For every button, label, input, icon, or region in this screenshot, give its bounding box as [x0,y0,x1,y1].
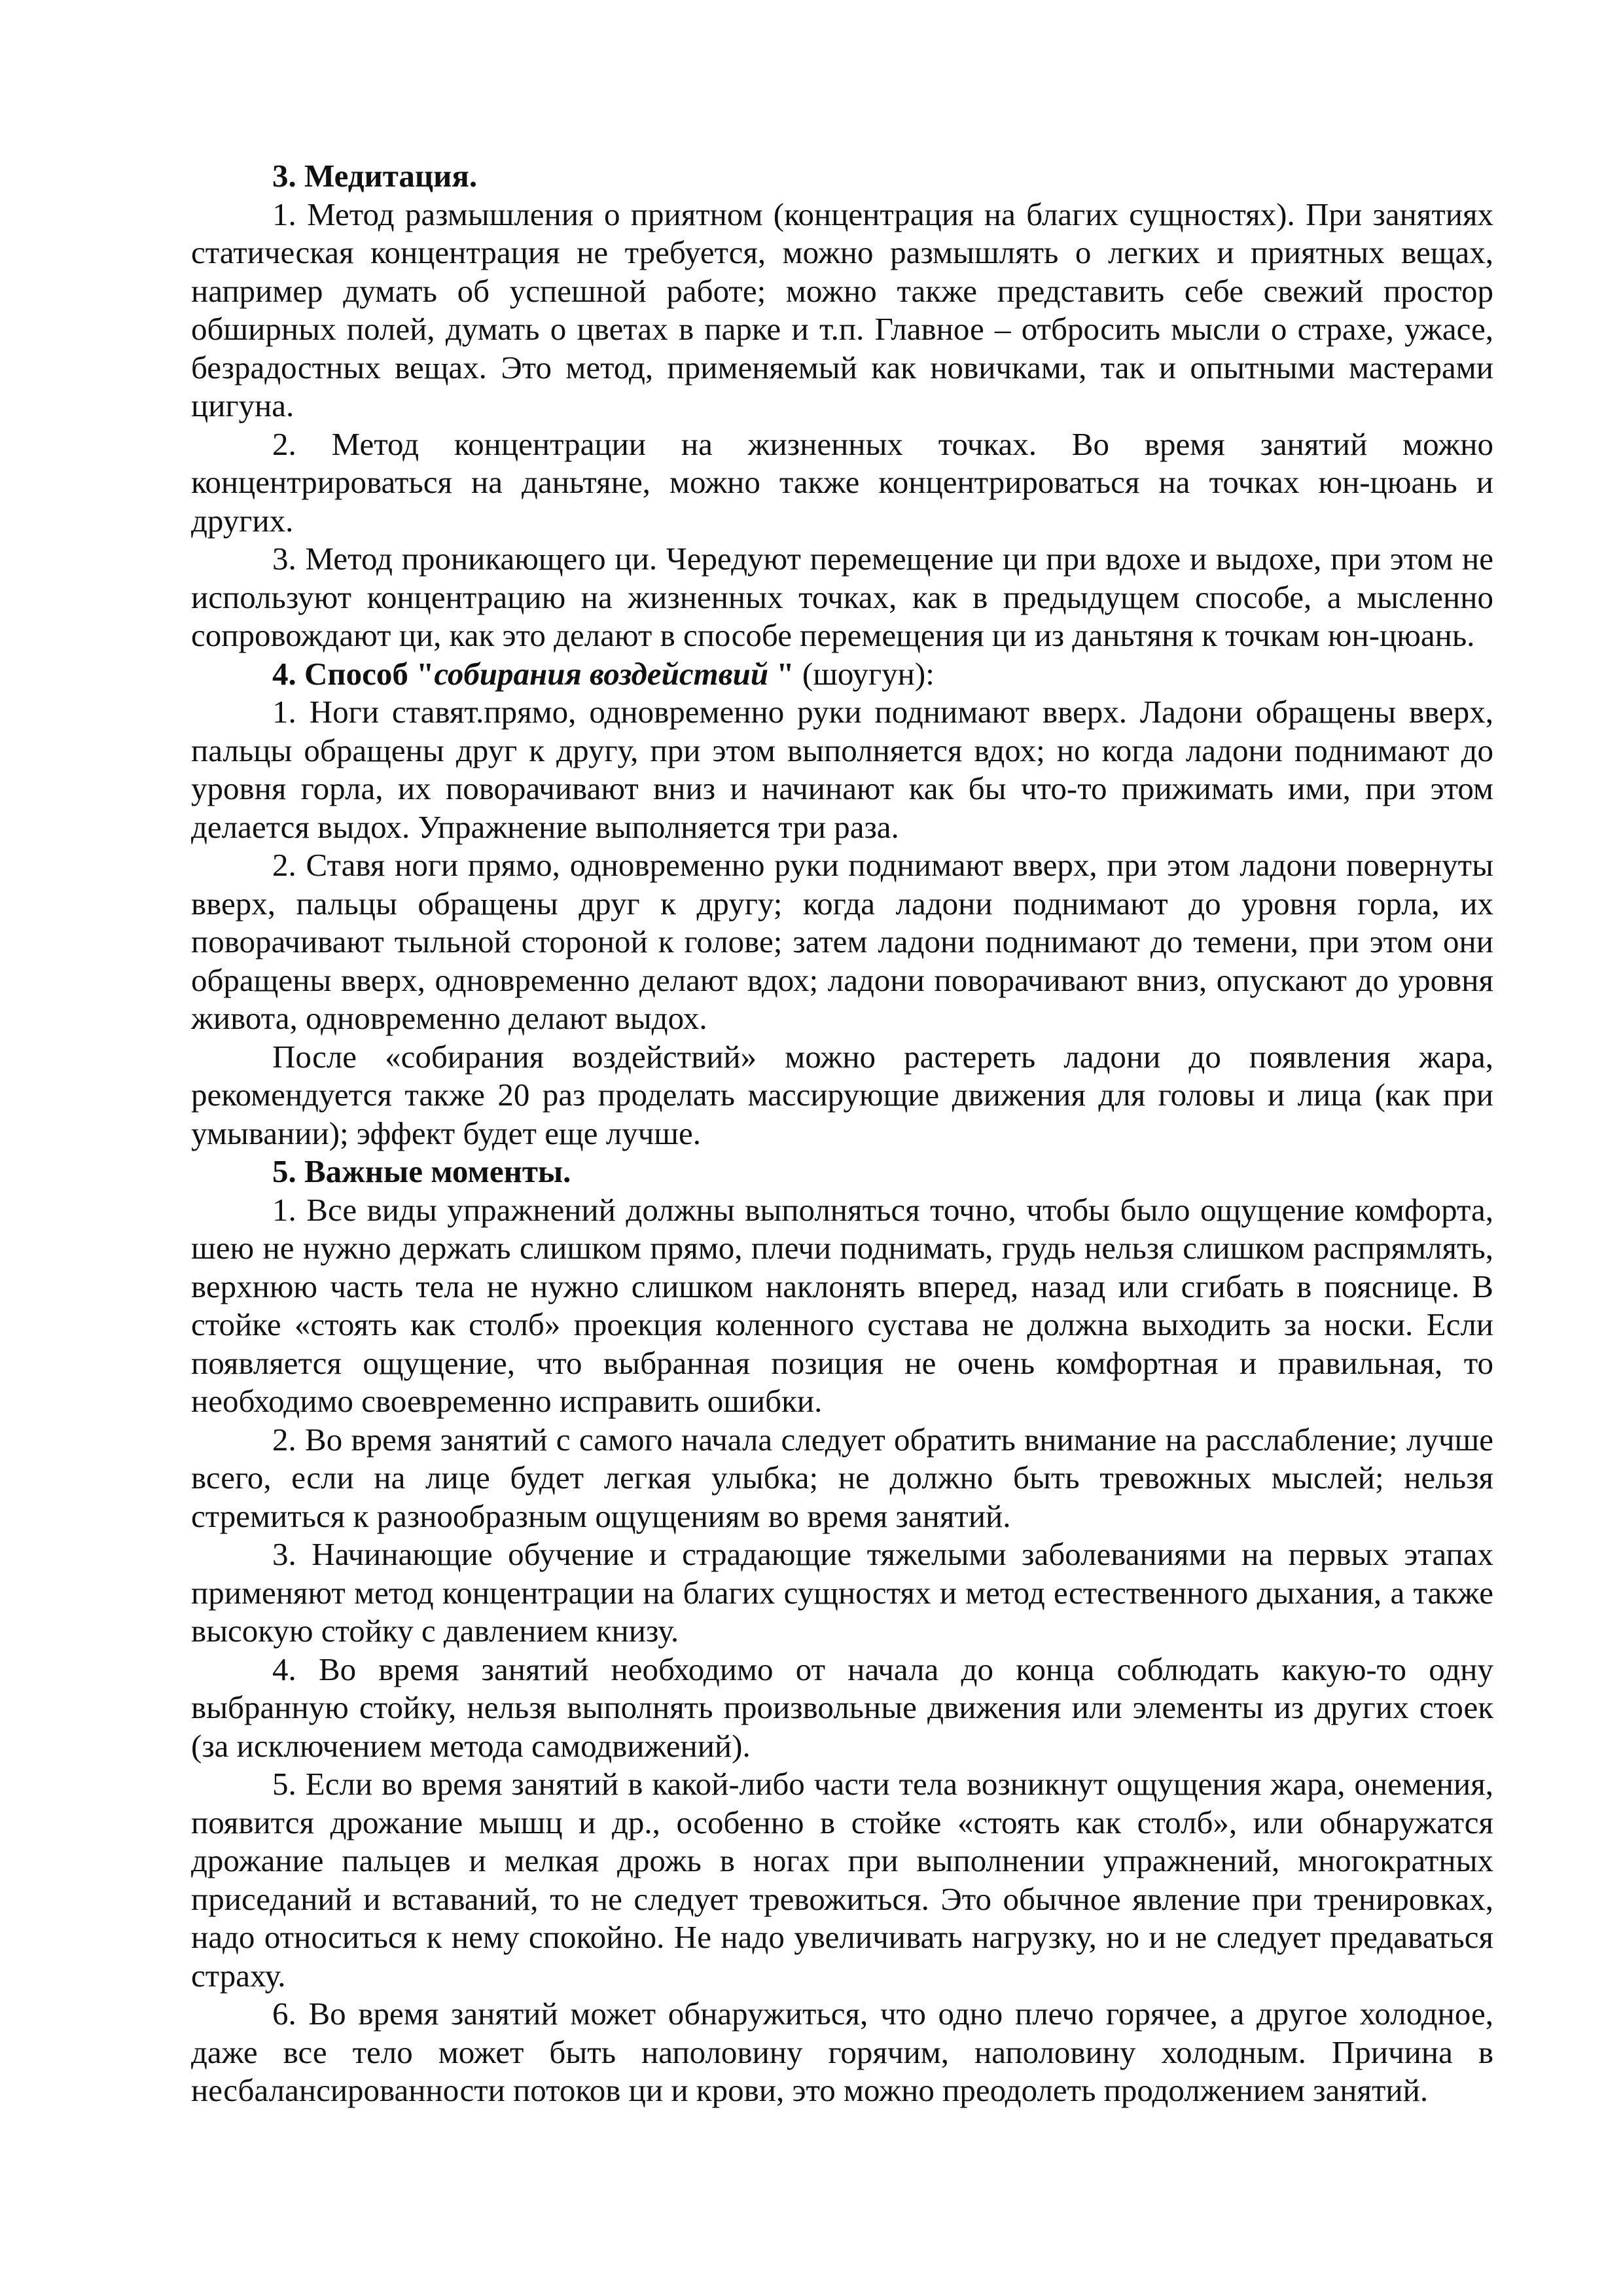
section-5-paragraph-5: 5. Если во время занятий в какой-либо части тела возникнут ощущения жара, онемения, появится дрожание мышц и др., особенно в стойке «стоять как столб», или обнаружатся дрожание пальцев и мелкая дрожь в ногах при выполнении упражнений, многократных приседаний и вставаний, то не следует тревожиться. Это обычное явление при тренировках, надо относиться к нему спокойно. Не надо увеличивать нагрузку, но и не следует предаваться страху. [191,1766,1493,1994]
section-4-heading-emphasis: собирания воздействий [434,655,769,692]
section-3-paragraph-3: 3. Метод проникающего ци. Чередуют перемещение ци при вдохе и выдохе, при этом не используют концентрацию на жизненных точках, как в предыдущем способе, а мысленно сопровождают ци, как это делают в способе перемещения ци из даньтяня к точкам юн-цюань. [191,541,1493,653]
section-4-paragraph-1: 1. Ноги ставят.прямо, одновременно руки поднимают вверх. Ладони обращены вверх, пальцы обращены друг к другу, при этом выполняется вдох; но когда ладони поднимают до уровня горла, их поворачивают вниз и начинают как бы что-то прижимать ими, при этом делается выдох. Упражнение выполняется три раза. [191,694,1493,845]
section-4-paragraph-2: 2. Ставя ноги прямо, одновременно руки поднимают вверх, при этом ладони повернуты вверх, пальцы обращены друг к другу; когда ладони поднимают до уровня горла, их поворачивают тыльной стороной к голове; затем ладони поднимают до темени, при этом они обращены вверх, одновременно делают вдох; ладони поворачивают вниз, опускают до уровня живота, одновременно делают выдох. [191,847,1493,1036]
section-4-paragraph-3: После «собирания воздействий» можно растереть ладони до появления жара, рекомендуется также 20 раз проделать массирующие движения для головы и лица (как при умывании); эффект будет еще лучше. [191,1038,1493,1151]
section-3-paragraph-2: 2. Метод концентрации на жизненных точках. Во время занятий можно концентрироваться на даньтяне, можно также концентрироваться на точках юн-цюань и других. [191,425,1493,539]
section-5-paragraph-2: 2. Во время занятий с самого начала следует обратить внимание на расслабление; лучше всего, если на лице будет легкая улыбка; не должно быть тревожных мыслей; нельзя стремиться к разнообразным ощущениям во время занятий. [191,1421,1493,1534]
document-body [191,157,1493,2110]
section-5-paragraph-4: 4. Во время занятий необходимо от начала до конца соблюдать какую-то одну выбранную стойку, нельзя выполнять произвольные движения или элементы из других стоек (за исключением метода самодвижений). [191,1651,1493,1764]
section-4-heading-prefix: 4. Способ " [272,655,435,692]
section-5-paragraph-1: 1. Все виды упражнений должны выполняться точно, чтобы было ощущение комфорта, шею не нужно держать слишком прямо, плечи поднимать, грудь нельзя слишком распрямлять, верхнюю часть тела не нужно слишком наклонять вперед, назад или сгибать в пояснице. В стойке «стоять как столб» проекция коленного сустава не должна выходить за носки. Если появляется ощущение, что выбранная позиция не очень комфортная и правильная, то необходимо своевременно исправить ошибки. [191,1191,1493,1419]
section-5-paragraph-6: 6. Во время занятий может обнаружиться, что одно плечо горячее, а другое холодное, даже все тело может быть наполовину горячим, наполовину холодным. Причина в несбалансированности потоков ци и крови, это можно преодолеть продолжением занятий. [191,1996,1493,2108]
section-4-heading-subtitle: (шоугун): [794,655,935,692]
section-3-paragraph-1: 1. Метод размышления о приятном (концентрация на благих сущностях). При занятиях статическая концентрация не требуется, можно размышлять о легких и приятных вещах, например думать об успешной работе; можно также представить себе свежий простор обширных полей, думать о цветах в парке и т.п. Главное – отбросить мысли о страхе, ужасе, безрадостных вещах. Это метод, применяемый как новичками, так и опытными мастерами цигуна. [191,196,1493,423]
section-4-heading-suffix: " [768,655,794,692]
section-4-heading [191,655,1493,694]
section-3-heading: 3. Медитация. [272,158,478,194]
section-5-paragraph-3: 3. Начинающие обучение и страдающие тяжелыми заболеваниями на первых этапах применяют метод концентрации на благих сущностях и метод естественного дыхания, а также высокую стойку с давлением книзу. [191,1536,1493,1649]
section-5-heading: 5. Важные моменты. [272,1153,571,1189]
